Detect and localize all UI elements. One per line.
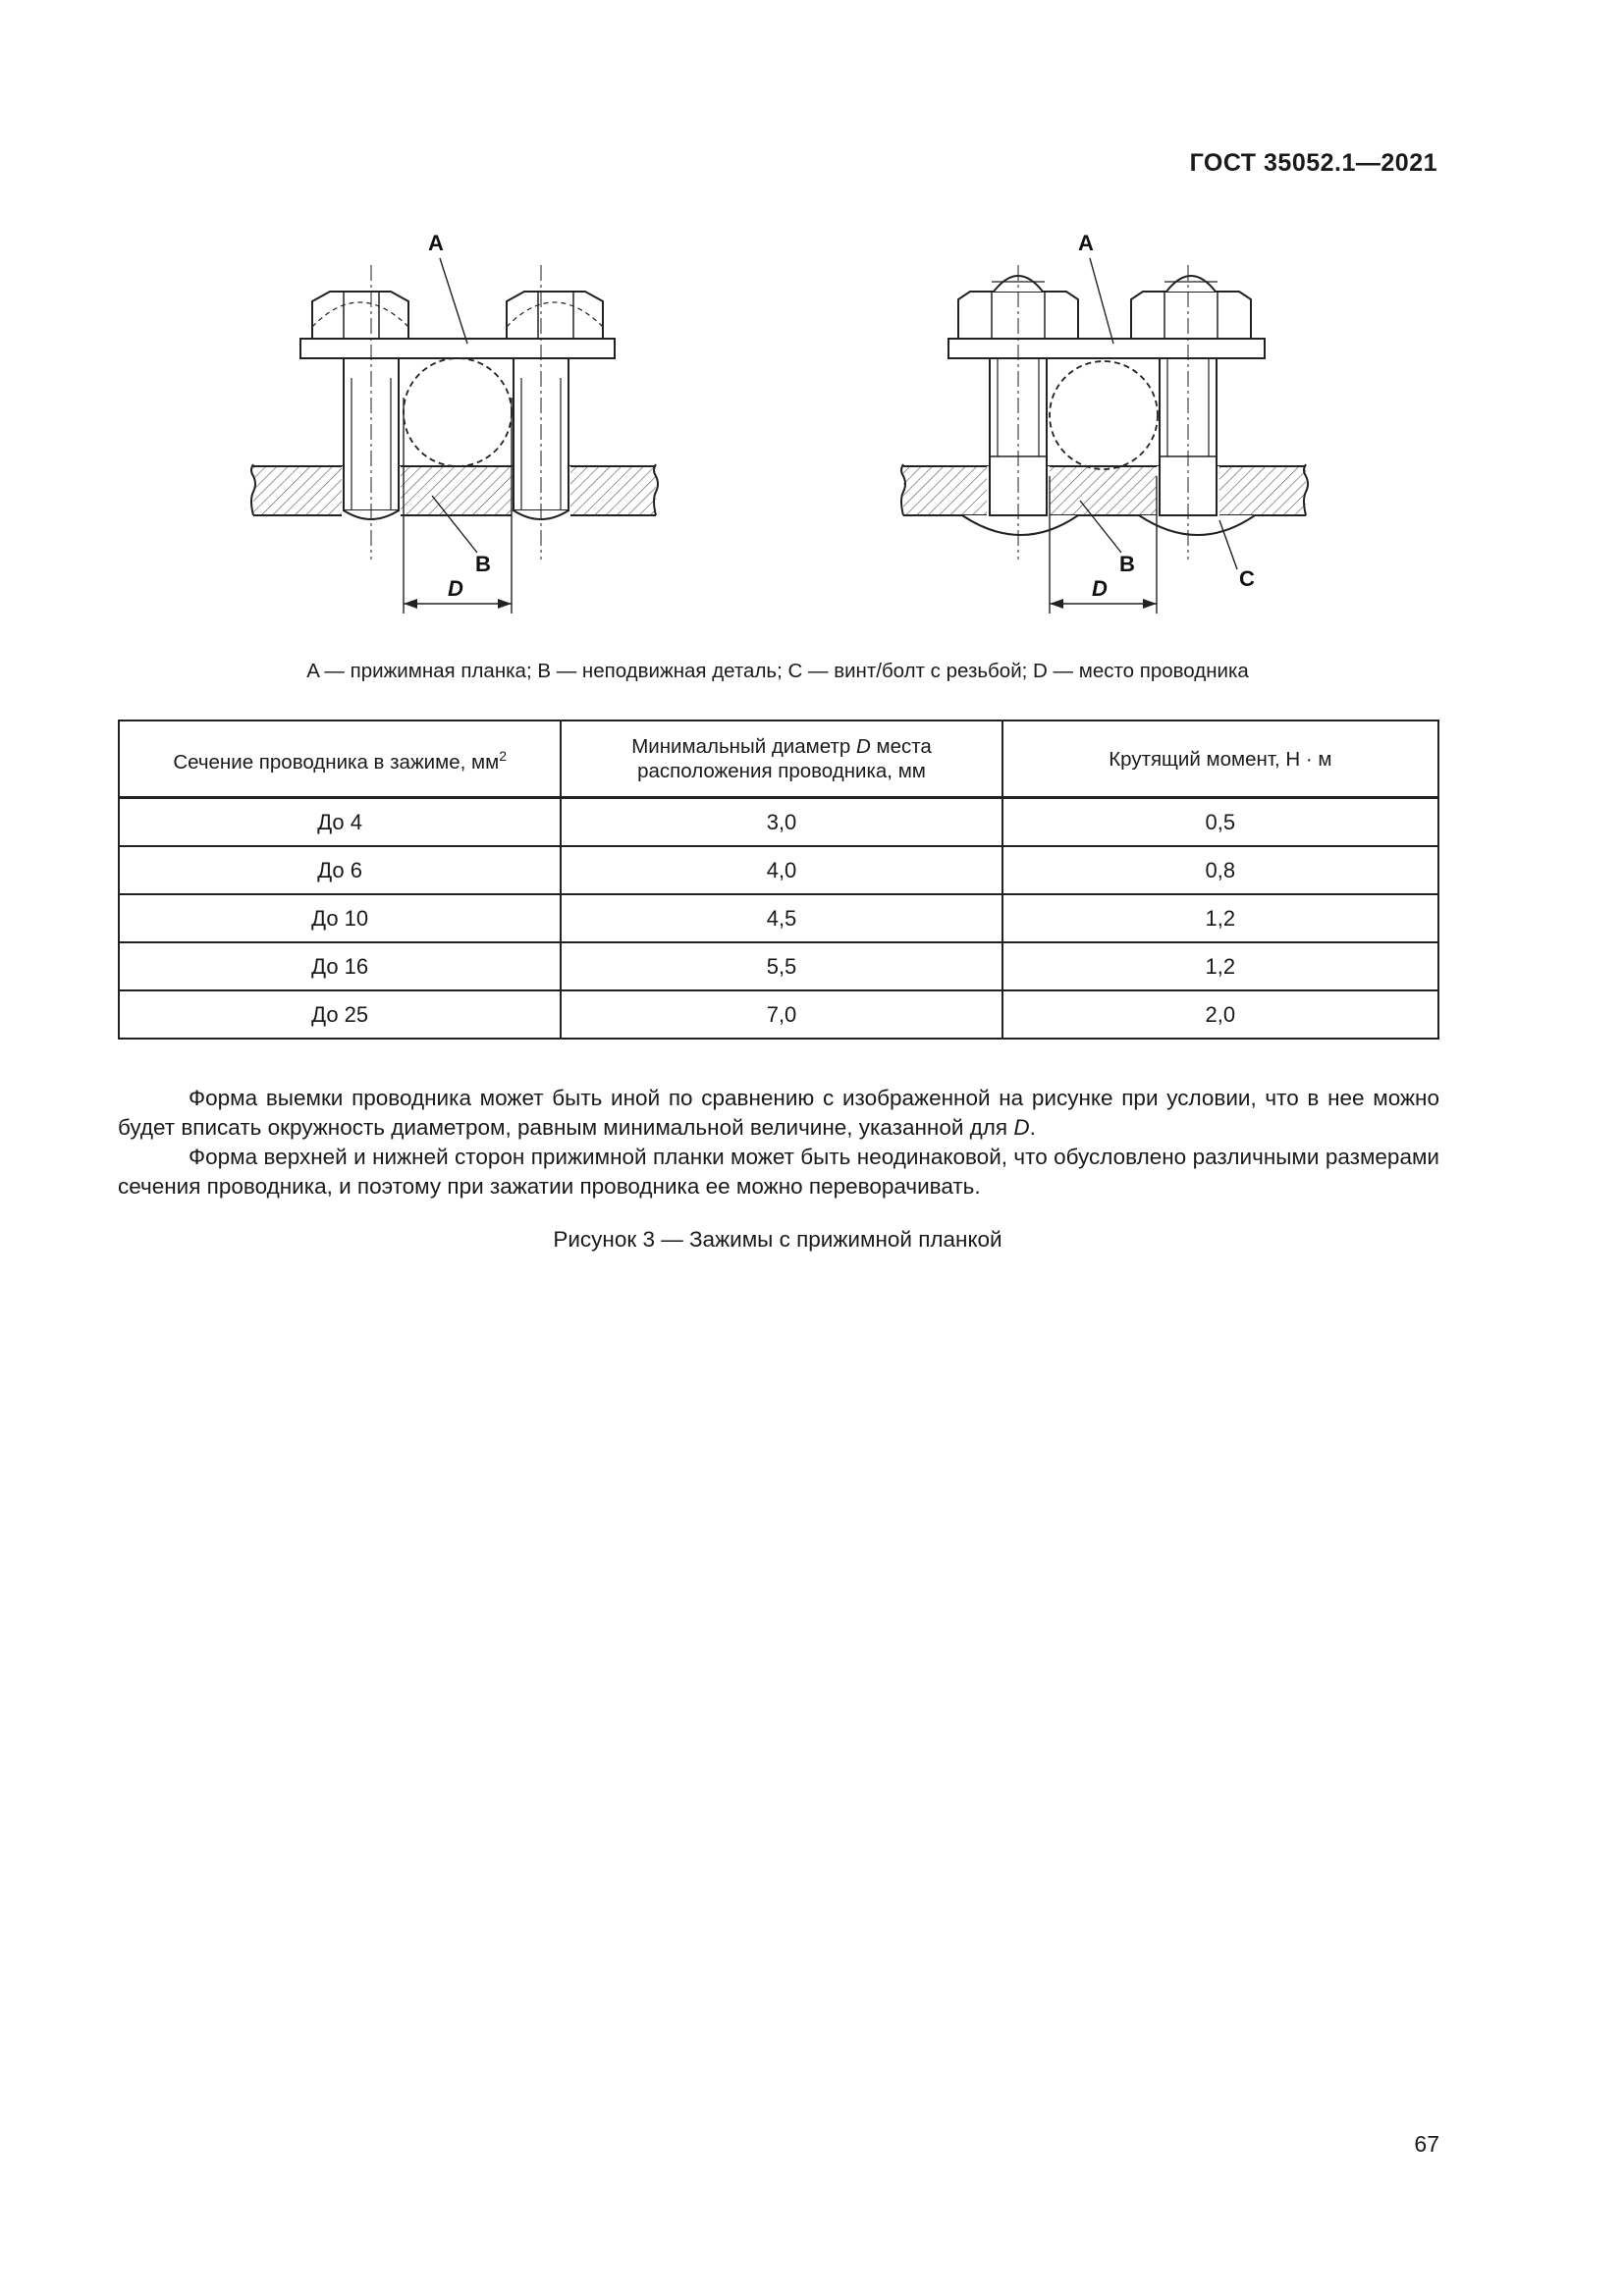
header-diameter-pre: Минимальный диаметр: [631, 735, 856, 758]
cell-diameter: 5,5: [561, 942, 1001, 990]
left-label-d: D: [448, 576, 463, 601]
cell-section: До 16: [119, 942, 561, 990]
note-paragraph-1: [118, 1084, 1439, 1143]
table-header-row: [119, 721, 1438, 798]
cell-section: До 25: [119, 990, 561, 1039]
notes-block: [118, 1084, 1439, 1201]
table-row: [119, 846, 1438, 894]
right-clamp: [901, 258, 1308, 614]
cell-torque: 1,2: [1002, 942, 1438, 990]
clamp-drawing: [0, 221, 1624, 643]
cell-section: До 4: [119, 798, 561, 847]
header-section-text: Сечение проводника в зажиме, мм: [173, 750, 500, 774]
header-torque: Крутящий момент, Н · м: [1002, 721, 1438, 798]
right-conductor-place: [1050, 361, 1158, 469]
header-diameter-post: места: [870, 735, 932, 758]
clamp-figure: [0, 221, 1624, 643]
header-diameter: [561, 721, 1001, 798]
right-nut-2: [1131, 292, 1251, 339]
right-label-c: C: [1239, 566, 1255, 591]
note-1-var: D: [1013, 1115, 1030, 1140]
table-row: [119, 798, 1438, 847]
cell-diameter: 4,5: [561, 894, 1001, 942]
note-1-text: Форма выемки проводника может быть иной по сравнению с изображенной на рисунке при условии, что в нее можно будет вписать окружность диаметром, равным минимальной величине, указанной для: [118, 1086, 1439, 1140]
spec-table: [118, 720, 1439, 1040]
header-diameter-var: D: [855, 735, 871, 758]
cell-diameter: 7,0: [561, 990, 1001, 1039]
table-row: [119, 990, 1438, 1039]
cell-torque: 0,8: [1002, 846, 1438, 894]
left-label-a: A: [428, 231, 444, 255]
left-conductor-place: [404, 358, 512, 466]
cell-torque: 2,0: [1002, 990, 1438, 1039]
right-clamp-plate: [948, 339, 1265, 358]
document-header: ГОСТ 35052.1—2021: [1189, 149, 1437, 177]
left-clamp: [251, 258, 658, 614]
note-paragraph-2: Форма верхней и нижней сторон прижимной планки может быть неодинаковой, что обусловлено различными размерами сечения проводника, и поэтому при зажатии проводника ее можно переворачивать.: [118, 1145, 1439, 1199]
right-label-d: D: [1092, 576, 1108, 601]
cell-torque: 0,5: [1002, 798, 1438, 847]
right-fixed-part: [903, 466, 1306, 515]
header-diameter-line2: расположения проводника, мм: [637, 760, 926, 782]
right-label-b: B: [1119, 552, 1135, 576]
left-fixed-part: [253, 466, 656, 515]
cell-section: До 10: [119, 894, 561, 942]
table-row: [119, 894, 1438, 942]
cell-torque: 1,2: [1002, 894, 1438, 942]
page-number: 67: [1414, 2131, 1439, 2157]
left-label-b: B: [475, 552, 491, 576]
cell-section: До 6: [119, 846, 561, 894]
figure-caption: Рисунок 3 — Зажимы с прижимной планкой: [553, 1227, 1002, 1252]
figure-legend: A — прижимная планка; B — неподвижная деталь; C — винт/болт с резьбой; D — место проводника: [306, 660, 1249, 682]
header-section-sup: 2: [499, 747, 507, 764]
left-clamp-plate: [300, 339, 615, 358]
header-section: [119, 721, 561, 798]
cell-diameter: 4,0: [561, 846, 1001, 894]
right-label-a: A: [1078, 231, 1094, 255]
table-row: [119, 942, 1438, 990]
note-1-end: .: [1029, 1115, 1036, 1140]
cell-diameter: 3,0: [561, 798, 1001, 847]
